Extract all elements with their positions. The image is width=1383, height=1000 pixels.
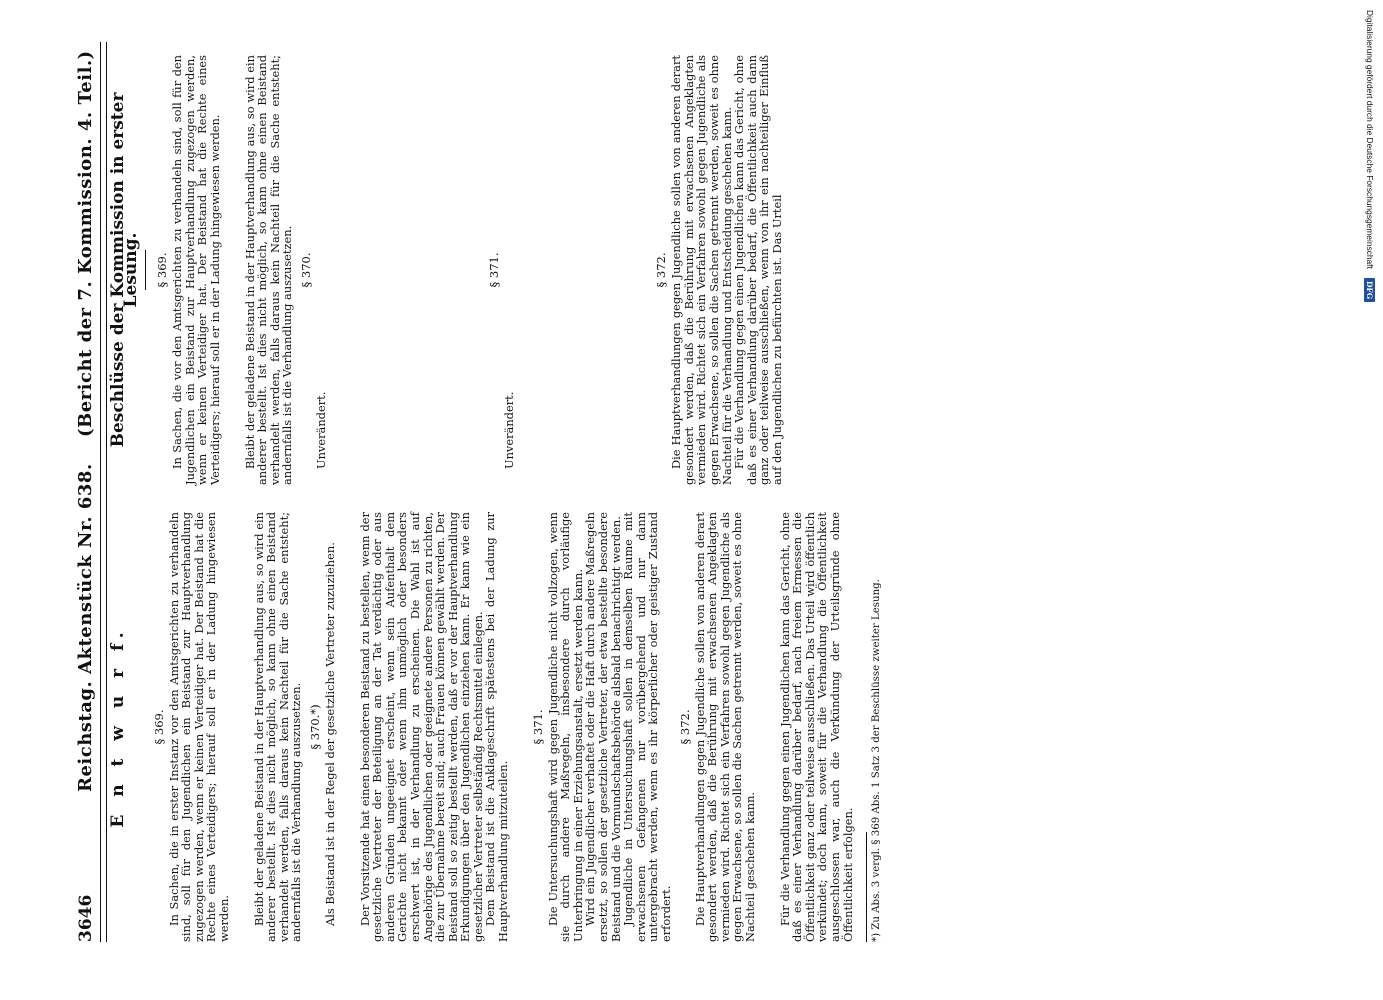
- section-371-para-1: Die Untersuchungshaft wird gegen Jugendliche nicht vollzogen, wenn sie durch andere Maßregeln, insbesondere durch vorläufige Unterbringung in einer Erziehungsanstalt, ersetzt werden kann.: [545, 512, 585, 942]
- page-number: 3646: [76, 894, 96, 942]
- sidenote-text: Digitalisierung gefördert durch die Deutsche Forschungsgemeinschaft: [1365, 10, 1375, 269]
- section-369-title: § 369.: [151, 709, 166, 745]
- section-372-para-1: Die Hauptverhandlungen gegen Jugendliche sollen von anderen derart gesondert werden, daß die Berührung mit erwachsenen Angeklagten vermieden wird. Richtet sich ein Verfahren sowohl gegen Jugendliche als gegen Erwachsene, so sollen die Sachen getrennt werden, soweit es ohne Nachteil geschehen kann.: [692, 512, 757, 942]
- footnote-divider: [866, 832, 867, 942]
- right-section-371-title: § 371.: [486, 252, 501, 288]
- left-column: [108, 512, 1312, 942]
- section-371-para-3: Jugendliche in Untersuchungshaft sollen in demselben Raume mit erwachsenen Gefangenen nur vorübergehend und nur dann untergebracht werden, wenn es ihr körperlicher oder geistiger Zustand erfordert.: [621, 512, 673, 942]
- column-heading-entwurf: E n t w u r f.: [108, 626, 128, 828]
- page-title-right: (Bericht der 7. Kommission. 4. Teil.): [75, 50, 96, 437]
- section-371-para-2: Wird ein Jugendlicher verhaftet oder die Haft durch andere Maßregeln ersetzt, so sollen der gesetzliche Vertreter, der etwa bestellte besondere Beistand und die Vormundschaftsbehörde alsbald benachrichtigt werden.: [583, 512, 623, 942]
- digitization-sidenote: [1365, 10, 1383, 730]
- footnote: *) Zu Abs. 3 vergl. § 369 Abs. 1 Satz 3 der Beschlüsse zweiter Lesung.: [871, 579, 883, 942]
- section-372-para-2: Für die Verhandlung gegen einen Jugendlichen kann das Gericht, ohne daß es einer Verhandlung darüber bedarf, nach freiem Ermessen die Öffentlichkeit ganz oder teilweise ausschließen. Das Urteil wird öffentlich verkündet; doch kann, soweit für die Verhandlung die Öffentlichkeit ausgeschlossen war, auch die Verkündung der Urteilsgründe ohne Öffentlichkeit erfolgen.: [777, 512, 855, 942]
- section-371-title: § 371.: [530, 709, 545, 745]
- page-title-left: Reichstag. Aktenstück Nr. 638.: [75, 463, 96, 792]
- header-underline-short: [106, 42, 107, 942]
- heading-rule: [145, 250, 146, 290]
- right-column: [108, 55, 1312, 485]
- right-section-372-para-2: Für die Verhandlung gegen einen Jugendlichen kann das Gericht, ohne daß es einer Verhandlung darüber bedarf, die Öffentlichkeit auch dann ganz oder teilweise ausschließen, wenn von ihr ein nachteiliger Einfluß auf den Jugendlichen zu befürchten ist. Das Urteil: [732, 55, 784, 485]
- right-section-372-para-1: Die Hauptverhandlungen gegen Jugendliche sollen von anderen derart gesondert werden, daß die Berührung mit erwachsenen Angeklagten vermieden wird. Richtet sich ein Verfahren sowohl gegen Jugendliche als gegen Erwachsene, so sollen die Sachen getrennt werden, soweit es ohne Nachteil für die Verhandlung und Entscheidung geschehen kann.: [669, 55, 734, 485]
- section-369-para-2: Bleibt der geladene Beistand in der Hauptverhandlung aus, so wird ein anderer bestellt. Ist dies nicht möglich, so kann ohne einen Beistand verhandelt werden, falls daraus kein Nachteil für die Sache entsteht; andernfalls ist die Verhandlung auszusetzen.: [251, 512, 304, 942]
- dfg-logo: DFG: [1364, 278, 1375, 302]
- section-372-title: § 372.: [677, 709, 692, 745]
- right-section-371-para-1: Unverändert.: [501, 391, 516, 469]
- right-section-369-para-2: Bleibt der geladene Beistand in der Hauptverhandlung aus, so wird ein anderer bestellt. Ist dies nicht möglich, so kann ohne einen Beistand verhandelt werden, falls daraus kein Nachteil für die Sache entsteht; andernfalls ist die Verhandlung auszusetzen.: [242, 55, 295, 485]
- right-section-370-title: § 370.: [298, 252, 313, 288]
- page-header: [70, 42, 101, 942]
- right-section-372-title: § 372.: [654, 252, 669, 288]
- section-370-title: § 370.*): [307, 704, 322, 750]
- column-heading-beschluesse: Beschlüsse der Kommission in erster Lesung.: [108, 92, 141, 448]
- right-section-370-para-1: Unverändert.: [313, 391, 328, 469]
- section-370-para-2: Der Vorsitzende hat einen besonderen Beistand zu bestellen, wenn der gesetzliche Vertreter der Beteiligung an der Tat verdächtig oder aus anderen Gründen ungeeignet erscheint, wenn sein Aufenthalt dem Gerichte nicht bekannt oder wenn ihm unmöglich oder besonders erschwert ist, in der Verhandlung zu erscheinen. Die Wahl ist auf Angehörige des Jugendlichen oder geeignete andere Personen zu richten, die zur Übernahme bereit sind; auch Frauen können gewählt werden. Der Beistand soll so zeitig bestellt werden, daß er vor der Hauptverhandlung Erkundigungen über den Jugendlichen einziehen kann. Er kann wie ein gesetzlicher Vertreter selbständig Rechtsmittel einlegen.: [357, 512, 485, 942]
- section-370-para-1: Als Beistand ist in der Regel der gesetzliche Vertreter zuzuziehen.: [322, 542, 337, 926]
- right-section-369-para-1: In Sachen, die vor den Amtsgerichten zu verhandeln sind, soll für den Jugendlichen ein Beistand zur Hauptverhandlung zugezogen werden, wenn er keinen Verteidiger hat. Der Beistand hat die Rechte eines Verteidigers; hierauf soll er in der Ladung hingewiesen werden.: [170, 55, 222, 485]
- section-370-para-3: Dem Beistand ist die Anklageschrift spätestens bei der Ladung zur Hauptverhandlung mitzuteilen.: [483, 512, 511, 942]
- right-section-369-title: § 369.: [155, 252, 170, 288]
- section-369-para-1: In Sachen, die in erster Instanz vor den Amtsgerichten zu verhandeln sind, soll für den Jugendlichen ein Beistand zur Hauptverhandlung zugezogen werden, wenn er keinen Verteidiger hat. Der Beistand hat die Rechte eines Verteidigers; hierauf soll er in der Ladung hingewiesen werden.: [166, 512, 231, 942]
